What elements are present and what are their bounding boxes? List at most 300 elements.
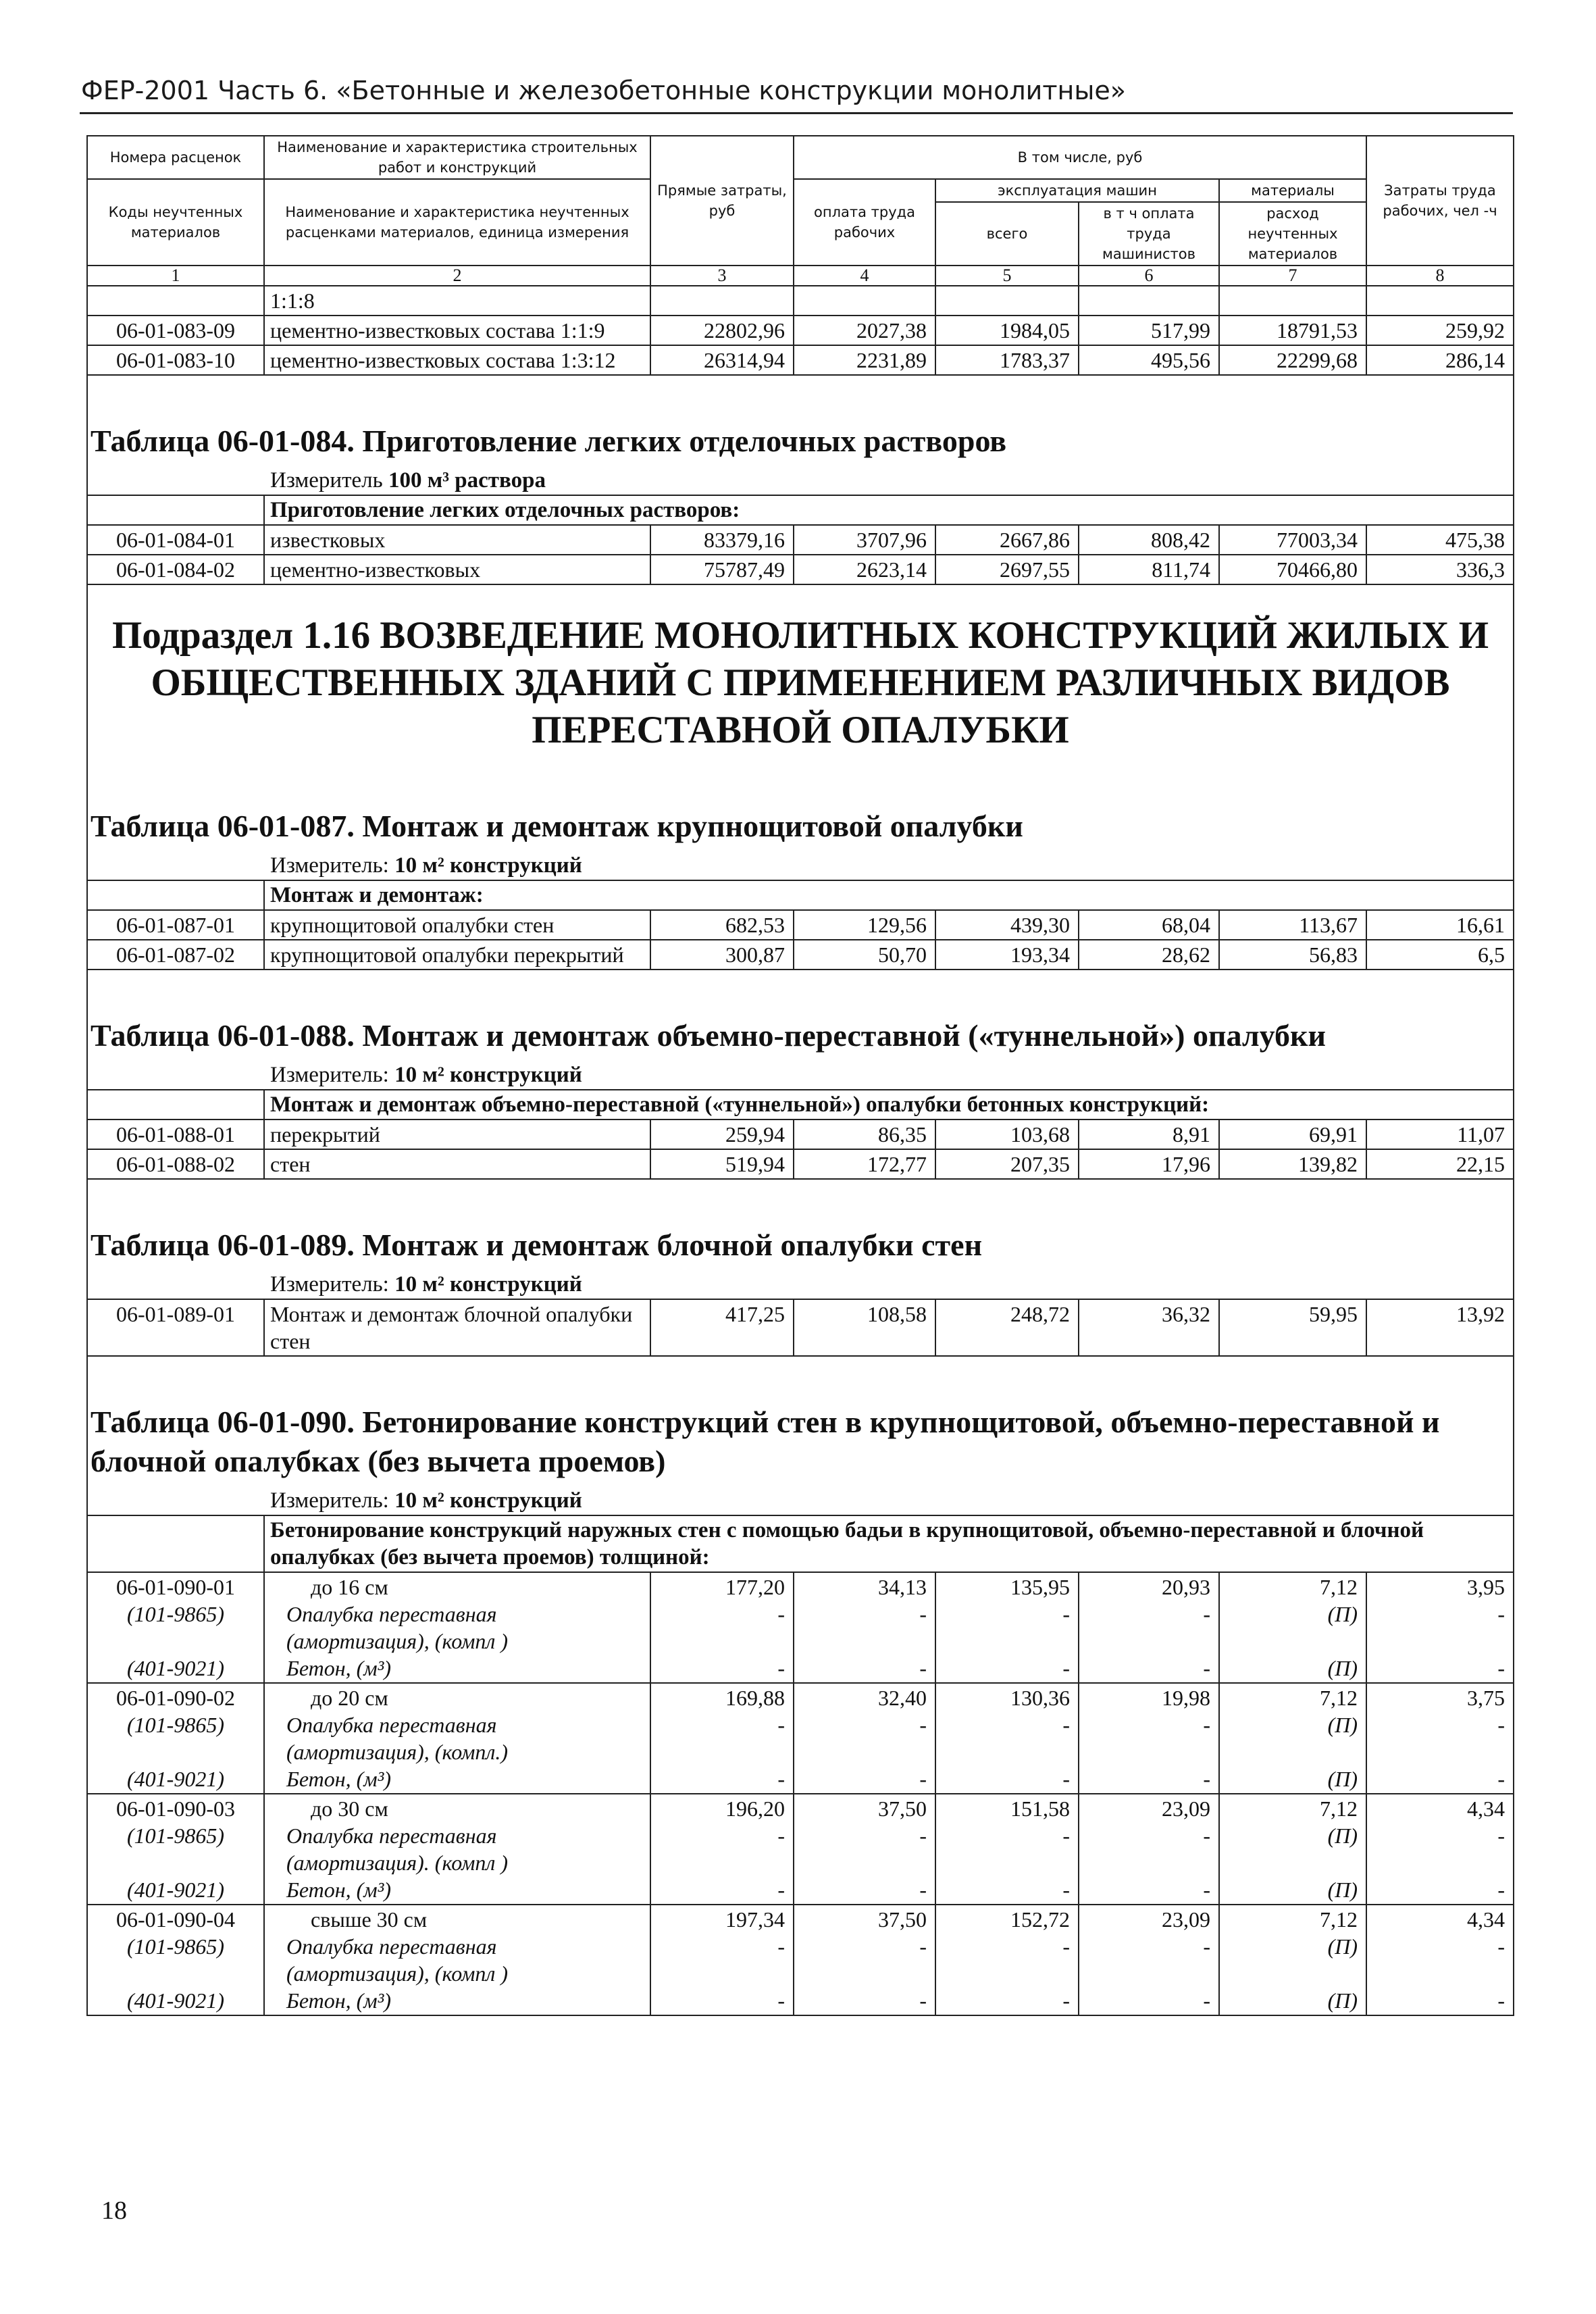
price-marker: (П) (1327, 1767, 1358, 1791)
value-mach-wage: 17,96 (1079, 1149, 1219, 1179)
dash: - (1497, 1767, 1505, 1791)
header-direct-costs: Прямые затраты, руб (650, 136, 794, 266)
value-mach: 207,35 (935, 1149, 1079, 1179)
rate-name-block (264, 1794, 650, 1905)
value: 34,13 (878, 1575, 927, 1599)
value-mat: 69,91 (1219, 1120, 1366, 1149)
group-heading: Приготовление легких отделочных растворов: (264, 495, 1514, 525)
value-mach-wage: 808,42 (1079, 525, 1219, 555)
value-direct: 22802,96 (650, 316, 794, 345)
measure-unit (87, 1270, 1514, 1299)
table-row (87, 345, 1514, 375)
value-direct (650, 1683, 794, 1794)
rate-block-row (87, 1794, 1514, 1905)
header-codes-bottom: Коды неучтенных материалов (87, 179, 264, 266)
dash: - (919, 1878, 927, 1902)
dash: - (1203, 1602, 1210, 1626)
price-marker: (П) (1327, 1602, 1358, 1626)
value-direct: 26314,94 (650, 345, 794, 375)
empty-cell (650, 286, 794, 316)
value-mach-wage: 8,91 (1079, 1120, 1219, 1149)
value-direct: 519,94 (650, 1149, 794, 1179)
value: 23,09 (1162, 1907, 1210, 1932)
spacer (87, 1179, 1514, 1207)
measure-value: 10 м² конструкций (394, 1488, 582, 1513)
price-marker: (П) (1327, 1878, 1358, 1902)
dash: - (1062, 1878, 1070, 1902)
value-labor: 13,92 (1366, 1299, 1514, 1356)
value-labor: 6,5 (1366, 940, 1514, 970)
table-row (87, 1120, 1514, 1149)
value-wage: 3707,96 (794, 525, 935, 555)
value-labor: 286,14 (1366, 345, 1514, 375)
value: 151,58 (1010, 1796, 1070, 1821)
spacer-row (87, 970, 1514, 997)
value-mach (935, 1905, 1079, 2015)
dash: - (1203, 1988, 1210, 2013)
rate-name: до 20 см (311, 1686, 388, 1710)
value: 23,09 (1162, 1796, 1210, 1821)
measure-value: 10 м² конструкций (394, 853, 582, 878)
table-title-row (87, 403, 1514, 466)
dash: - (919, 1767, 927, 1791)
material-code: (401-9021) (127, 1656, 224, 1680)
table-title: Таблица 06-01-090. Бетонирование конструкций стен в крупнощитовой, объемно-переставной и блочной опалубках (без вычета проемов) (87, 1384, 1514, 1486)
running-header: ФЕР-2001 Часть 6. «Бетонные и железобетонные конструкции монолитные» (81, 76, 1126, 105)
dash: - (777, 1656, 785, 1680)
dash: - (1203, 1767, 1210, 1791)
table-title-row (87, 1207, 1514, 1270)
material-name: Опалубка переставная (амортизация), (компл.) (286, 1713, 508, 1764)
value-direct (650, 1905, 794, 2015)
value-mach (935, 1683, 1079, 1794)
value-labor: 336,3 (1366, 555, 1514, 584)
header-machines: эксплуатация машин (935, 179, 1219, 202)
dash: - (919, 1934, 927, 1959)
dash: - (1203, 1713, 1210, 1737)
value-direct (650, 1794, 794, 1905)
table-row (87, 940, 1514, 970)
value: 7,12 (1320, 1796, 1358, 1821)
dash: - (919, 1602, 927, 1626)
dash: - (1497, 1988, 1505, 2013)
rate-name: цементно-известковых состава 1:3:12 (264, 345, 650, 375)
value: 177,20 (725, 1575, 785, 1599)
dash: - (777, 1767, 785, 1791)
table-row (87, 1149, 1514, 1179)
value-mat: 59,95 (1219, 1299, 1366, 1356)
header-name-top: Наименование и характеристика строительных работ и конструкций (264, 136, 650, 179)
value: 7,12 (1320, 1686, 1358, 1710)
value-mach-wage: 811,74 (1079, 555, 1219, 584)
value-mach: 2667,86 (935, 525, 1079, 555)
material-code: (401-9021) (127, 1878, 224, 1902)
measure-row (87, 1486, 1514, 1515)
value-mach-wage (1079, 1572, 1219, 1683)
dash: - (1203, 1823, 1210, 1848)
header-machines-wage: в т ч оплата труда машинистов (1079, 202, 1219, 266)
header-machines-total: всего (935, 202, 1079, 266)
rate-name: до 30 см (311, 1796, 388, 1821)
measure-row (87, 1061, 1514, 1090)
column-index: 6 (1079, 266, 1219, 286)
rate-name: до 16 см (311, 1575, 388, 1599)
empty-cell (87, 495, 264, 525)
value-wage: 2623,14 (794, 555, 935, 584)
value-mach-wage: 28,62 (1079, 940, 1219, 970)
value-mat (1219, 1572, 1366, 1683)
page-number: 18 (101, 2196, 127, 2225)
table-title: Таблица 06-01-084. Приготовление легких отделочных растворов (87, 403, 1514, 466)
value: 19,98 (1162, 1686, 1210, 1710)
group-row (87, 1515, 1514, 1572)
rate-code: 06-01-090-04 (116, 1907, 235, 1932)
rate-name-block (264, 1905, 650, 2015)
value-wage: 129,56 (794, 910, 935, 940)
material-code: (401-9021) (127, 1767, 224, 1791)
value-direct: 83379,16 (650, 525, 794, 555)
spacer (87, 375, 1514, 403)
material-name: Опалубка переставная (амортизация). (компл ) (286, 1823, 508, 1875)
value-mach: 1984,05 (935, 316, 1079, 345)
dash: - (1497, 1934, 1505, 1959)
dash: - (919, 1713, 927, 1737)
value-labor: 16,61 (1366, 910, 1514, 940)
dash: - (1497, 1823, 1505, 1848)
measure-unit (87, 1061, 1514, 1090)
rate-code: 06-01-084-01 (87, 525, 264, 555)
table-title: Таблица 06-01-087. Монтаж и демонтаж крупнощитовой опалубки (87, 788, 1514, 851)
value-mat: 22299,68 (1219, 345, 1366, 375)
value-wage (794, 1572, 935, 1683)
value-mat: 70466,80 (1219, 555, 1366, 584)
material-name: Бетон, (м³) (286, 1767, 391, 1791)
dash: - (1497, 1878, 1505, 1902)
table-row (87, 316, 1514, 345)
rate-name: крупнощитовой опалубки перекрытий (264, 940, 650, 970)
dash: - (1062, 1934, 1070, 1959)
column-index: 7 (1219, 266, 1366, 286)
group-heading: Монтаж и демонтаж объемно-переставной («туннельной») опалубки бетонных конструкций: (264, 1090, 1514, 1120)
value-direct: 300,87 (650, 940, 794, 970)
table-row (87, 525, 1514, 555)
group-row (87, 495, 1514, 525)
header-rule (80, 112, 1513, 114)
value-wage: 86,35 (794, 1120, 935, 1149)
rate-code: 06-01-088-02 (87, 1149, 264, 1179)
rate-name-block (264, 1572, 650, 1683)
value-labor: 475,38 (1366, 525, 1514, 555)
empty-cell (935, 286, 1079, 316)
group-row (87, 1090, 1514, 1120)
value: 32,40 (878, 1686, 927, 1710)
value-mach: 248,72 (935, 1299, 1079, 1356)
spacer-row (87, 1179, 1514, 1207)
measure-label: Измеритель: (270, 853, 389, 878)
measure-value: 10 м² конструкций (394, 1063, 582, 1087)
dash: - (1062, 1988, 1070, 2013)
dash: - (777, 1713, 785, 1737)
header-row-2 (87, 179, 1514, 202)
empty-cell (1219, 286, 1366, 316)
value-wage: 2231,89 (794, 345, 935, 375)
value-mach: 103,68 (935, 1120, 1079, 1149)
rate-code-block (87, 1794, 264, 1905)
value-mat: 77003,34 (1219, 525, 1366, 555)
value-mach-wage (1079, 1905, 1219, 2015)
rate-code: 06-01-088-01 (87, 1120, 264, 1149)
continuation-row (87, 286, 1514, 316)
dash: - (1203, 1656, 1210, 1680)
table-row (87, 555, 1514, 584)
dash: - (777, 1988, 785, 2013)
value: 130,36 (1010, 1686, 1070, 1710)
rate-code-block (87, 1572, 264, 1683)
measure-unit (87, 466, 1514, 495)
value: 37,50 (878, 1796, 927, 1821)
dash: - (1062, 1823, 1070, 1848)
value-mach: 193,34 (935, 940, 1079, 970)
value: 135,95 (1010, 1575, 1070, 1599)
dash: - (777, 1602, 785, 1626)
value-direct (650, 1572, 794, 1683)
price-marker: (П) (1327, 1823, 1358, 1848)
value: 196,20 (725, 1796, 785, 1821)
header-wage: оплата труда рабочих (794, 179, 935, 266)
group-heading: Монтаж и демонтаж: (264, 880, 1514, 910)
value: 7,12 (1320, 1575, 1358, 1599)
dash: - (1062, 1767, 1070, 1791)
measure-unit (87, 851, 1514, 880)
rate-code: 06-01-084-02 (87, 555, 264, 584)
material-code: (101-9865) (127, 1934, 224, 1959)
rate-name-block (264, 1683, 650, 1794)
price-marker: (П) (1327, 1656, 1358, 1680)
rate-code: 06-01-090-01 (116, 1575, 235, 1599)
rate-code: 06-01-087-01 (87, 910, 264, 940)
group-heading: Бетонирование конструкций наружных стен с помощью бадьи в крупнощитовой, объемно-переставной и блочной опалубках (без вычета проемов) толщиной: (264, 1515, 1514, 1572)
value-mach-wage: 36,32 (1079, 1299, 1219, 1356)
value-labor: 11,07 (1366, 1120, 1514, 1149)
value-mach-wage (1079, 1683, 1219, 1794)
dash: - (1497, 1713, 1505, 1737)
value: 152,72 (1010, 1907, 1070, 1932)
material-name: Опалубка переставная (амортизация), (компл ) (286, 1602, 508, 1653)
empty-cell (1366, 286, 1514, 316)
value: 20,93 (1162, 1575, 1210, 1599)
dash: - (1497, 1656, 1505, 1680)
value-mach-wage (1079, 1794, 1219, 1905)
rate-code: 06-01-089-01 (87, 1299, 264, 1356)
value-mat: 56,83 (1219, 940, 1366, 970)
table-title: Таблица 06-01-089. Монтаж и демонтаж блочной опалубки стен (87, 1207, 1514, 1270)
price-marker: (П) (1327, 1988, 1358, 2013)
material-code: (101-9865) (127, 1823, 224, 1848)
spacer-row (87, 1356, 1514, 1384)
empty-cell (87, 286, 264, 316)
rate-code: 06-01-087-02 (87, 940, 264, 970)
material-name: Опалубка переставная (амортизация), (компл ) (286, 1934, 508, 1986)
rate-code: 06-01-090-02 (116, 1686, 235, 1710)
table-title: Таблица 06-01-088. Монтаж и демонтаж объемно-переставной («туннельной») опалубки (87, 997, 1514, 1061)
value-direct: 75787,49 (650, 555, 794, 584)
spacer-row (87, 375, 1514, 403)
empty-cell (87, 1090, 264, 1120)
value-mat: 18791,53 (1219, 316, 1366, 345)
table-row (87, 910, 1514, 940)
rate-name: известковых (264, 525, 650, 555)
value-mach: 439,30 (935, 910, 1079, 940)
value-mach-wage: 495,56 (1079, 345, 1219, 375)
rate-code: 06-01-083-09 (87, 316, 264, 345)
value-mach (935, 1794, 1079, 1905)
value-direct: 259,94 (650, 1120, 794, 1149)
value-wage: 172,77 (794, 1149, 935, 1179)
value-mach: 2697,55 (935, 555, 1079, 584)
rates-table-body (87, 136, 1514, 2015)
rate-name-continuation: 1:1:8 (264, 286, 650, 316)
value-labor (1366, 1683, 1514, 1794)
dash: - (919, 1988, 927, 2013)
header-row-1 (87, 136, 1514, 179)
value-labor (1366, 1905, 1514, 2015)
rate-block-row (87, 1683, 1514, 1794)
spacer (87, 970, 1514, 997)
value-mat: 113,67 (1219, 910, 1366, 940)
column-index: 8 (1366, 266, 1514, 286)
value: 3,95 (1467, 1575, 1505, 1599)
header-materials: материалы (1219, 179, 1366, 202)
header-index-row (87, 266, 1514, 286)
header-labor: Затраты труда рабочих, чел -ч (1366, 136, 1514, 266)
dash: - (777, 1934, 785, 1959)
value: 37,50 (878, 1907, 927, 1932)
measure-label: Измеритель: (270, 1063, 389, 1087)
value-mach-wage: 68,04 (1079, 910, 1219, 940)
material-name: Бетон, (м³) (286, 1988, 391, 2013)
dash: - (919, 1823, 927, 1848)
measure-unit (87, 1486, 1514, 1515)
rate-name: цементно-известковых (264, 555, 650, 584)
dash: - (919, 1656, 927, 1680)
value: 169,88 (725, 1686, 785, 1710)
measure-value: 100 м³ раствора (388, 468, 546, 493)
column-index: 1 (87, 266, 264, 286)
price-marker: (П) (1327, 1934, 1358, 1959)
dash: - (777, 1823, 785, 1848)
empty-cell (1079, 286, 1219, 316)
material-code: (101-9865) (127, 1602, 224, 1626)
rate-code-block (87, 1683, 264, 1794)
measure-row (87, 1270, 1514, 1299)
column-index: 2 (264, 266, 650, 286)
column-index: 3 (650, 266, 794, 286)
measure-label: Измеритель: (270, 1272, 389, 1297)
dash: - (1062, 1713, 1070, 1737)
rate-code-block (87, 1905, 264, 2015)
dash: - (1203, 1934, 1210, 1959)
header-name-bottom: Наименование и характеристика неучтенных расценками материалов, единица измерения (264, 179, 650, 266)
value-mach-wage: 517,99 (1079, 316, 1219, 345)
value-mat: 139,82 (1219, 1149, 1366, 1179)
price-marker: (П) (1327, 1713, 1358, 1737)
header-codes-top: Номера расценок (87, 136, 264, 179)
value-wage: 50,70 (794, 940, 935, 970)
rate-block-row (87, 1572, 1514, 1683)
value-labor (1366, 1794, 1514, 1905)
rate-name: цементно-известковых состава 1:1:9 (264, 316, 650, 345)
header-in-total: В том числе, руб (794, 136, 1366, 179)
rate-code: 06-01-090-03 (116, 1796, 235, 1821)
value-labor: 259,92 (1366, 316, 1514, 345)
value-wage (794, 1905, 935, 2015)
value: 197,34 (725, 1907, 785, 1932)
value-wage: 2027,38 (794, 316, 935, 345)
dash: - (777, 1878, 785, 1902)
rate-name: свыше 30 см (311, 1907, 428, 1932)
table-title-row (87, 788, 1514, 851)
value-mat (1219, 1683, 1366, 1794)
value: 4,34 (1467, 1907, 1505, 1932)
material-name: Бетон, (м³) (286, 1656, 391, 1680)
value-wage (794, 1794, 935, 1905)
value-labor: 22,15 (1366, 1149, 1514, 1179)
header-materials-consumption: расход неучтенных материалов (1219, 202, 1366, 266)
measure-row (87, 851, 1514, 880)
value-direct: 682,53 (650, 910, 794, 940)
dash: - (1497, 1602, 1505, 1626)
measure-row (87, 466, 1514, 495)
material-name: Бетон, (м³) (286, 1878, 391, 1902)
section-title-row (87, 584, 1514, 788)
rate-code: 06-01-083-10 (87, 345, 264, 375)
value: 7,12 (1320, 1907, 1358, 1932)
dash: - (1062, 1656, 1070, 1680)
value: 3,75 (1467, 1686, 1505, 1710)
spacer (87, 1356, 1514, 1384)
rate-name: Монтаж и демонтаж блочной опалубки стен (264, 1299, 650, 1356)
empty-cell (794, 286, 935, 316)
measure-label: Измеритель: (270, 1488, 389, 1513)
empty-cell (87, 1515, 264, 1572)
section-title: Подраздел 1.16 ВОЗВЕДЕНИЕ МОНОЛИТНЫХ КОНСТРУКЦИЙ ЖИЛЫХ И ОБЩЕСТВЕННЫХ ЗДАНИЙ С ПРИМЕНЕНИЕМ РАЗЛИЧНЫХ ВИДОВ ПЕРЕСТАВНОЙ ОПАЛУБКИ (87, 584, 1514, 788)
value-wage: 108,58 (794, 1299, 935, 1356)
table-title-row (87, 997, 1514, 1061)
table-row (87, 1299, 1514, 1356)
measure-value: 10 м² конструкций (394, 1272, 582, 1297)
rate-block-row (87, 1905, 1514, 2015)
value: 4,34 (1467, 1796, 1505, 1821)
value-direct: 417,25 (650, 1299, 794, 1356)
column-index: 5 (935, 266, 1079, 286)
rate-name: перекрытий (264, 1120, 650, 1149)
material-code: (101-9865) (127, 1713, 224, 1737)
value-labor (1366, 1572, 1514, 1683)
table-title-row (87, 1384, 1514, 1486)
empty-cell (87, 880, 264, 910)
value-wage (794, 1683, 935, 1794)
dash: - (1203, 1878, 1210, 1902)
rate-name: крупнощитовой опалубки стен (264, 910, 650, 940)
rate-name: стен (264, 1149, 650, 1179)
value-mach: 1783,37 (935, 345, 1079, 375)
rates-table (86, 135, 1514, 2016)
value-mat (1219, 1905, 1366, 2015)
value-mat (1219, 1794, 1366, 1905)
column-index: 4 (794, 266, 935, 286)
material-code: (401-9021) (127, 1988, 224, 2013)
value-mach (935, 1572, 1079, 1683)
